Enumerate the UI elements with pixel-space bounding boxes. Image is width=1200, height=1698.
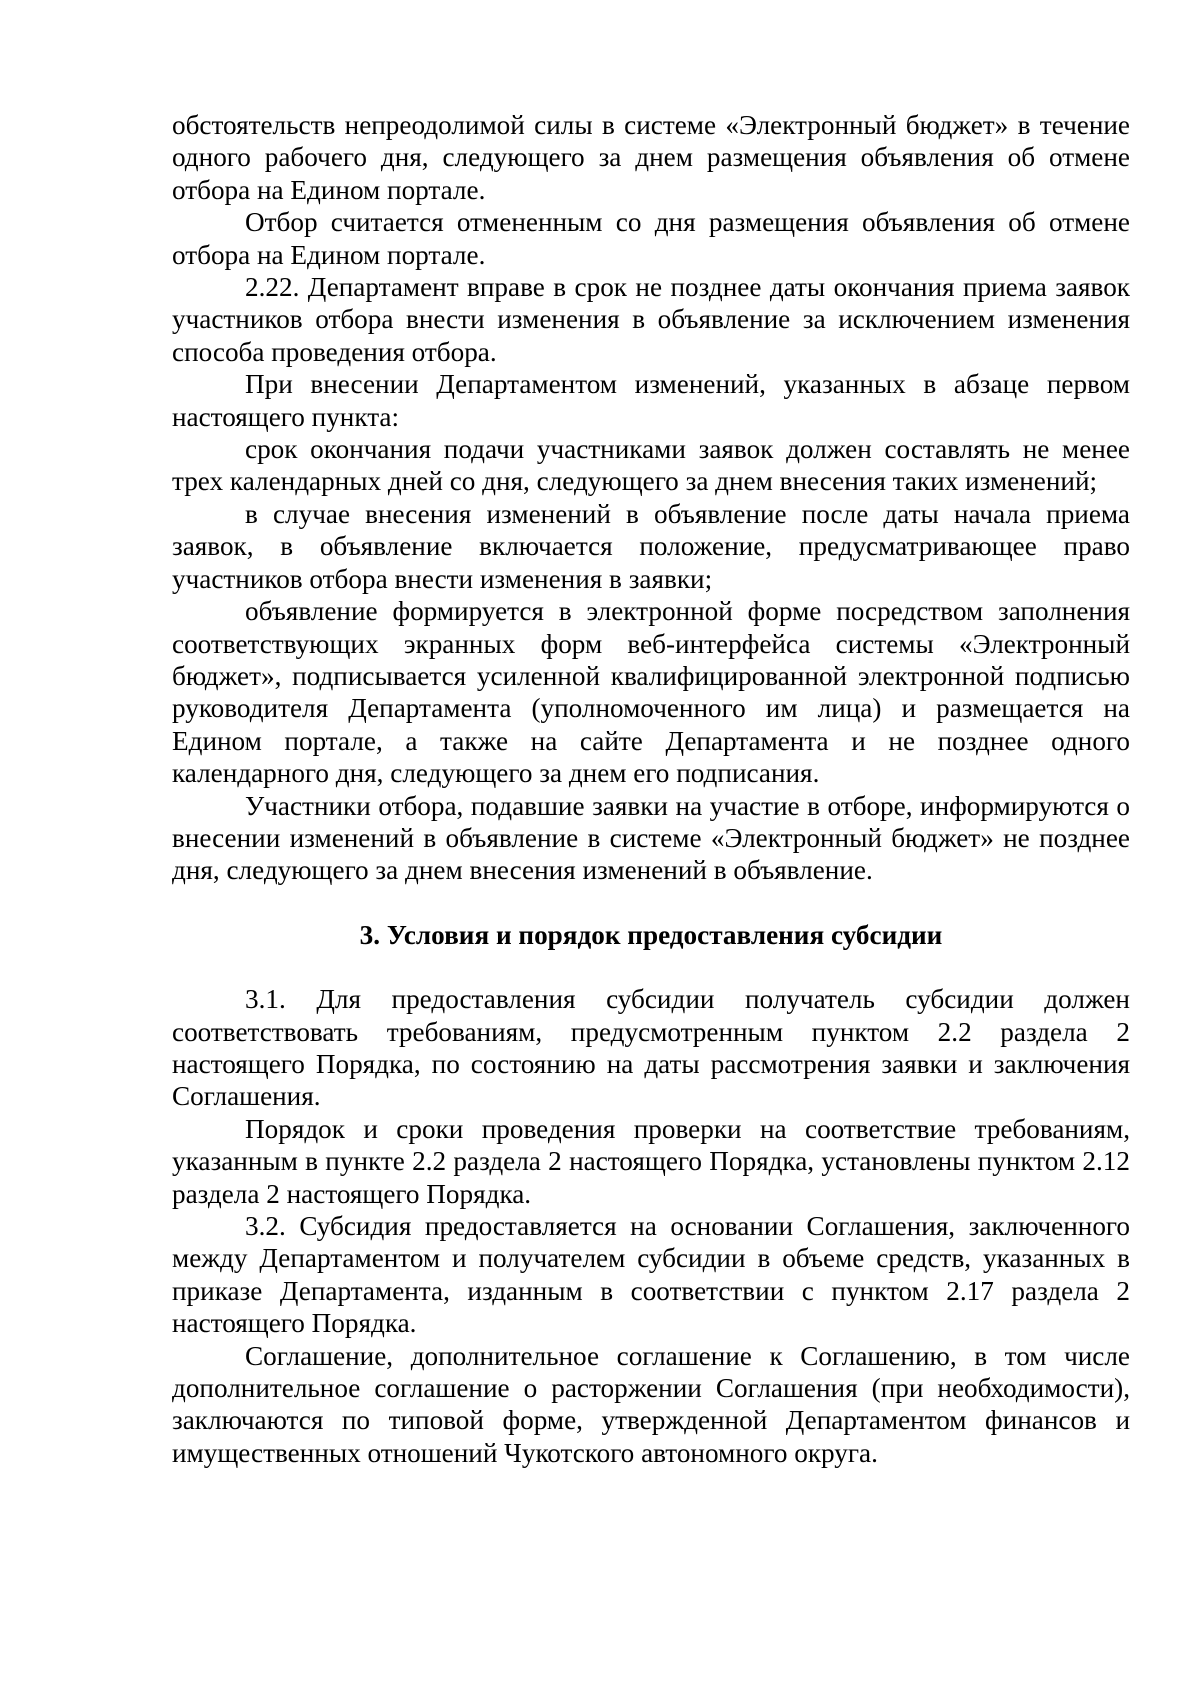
section-heading: 3. Условия и порядок предоставления субсидии: [359, 919, 943, 950]
paragraph: в случае внесения изменений в объявление после даты начала приема заявок, в объявление включается положение, предусматривающее право участников отбора внести изменения в заявки;: [172, 498, 1130, 594]
paragraph: срок окончания подачи участниками заявок должен составлять не менее трех календарных дней со дня, следующего за днем внесения таких изменений;: [172, 434, 1130, 497]
paragraph: Соглашение, дополнительное соглашение к Соглашению, в том числе дополнительное соглашение о расторжении Соглашения (при необходимости), заключаются по типовой форме, утвержденной Департаментом финансов и имущественных отношений Чукотского автономного округа.: [172, 1340, 1130, 1468]
paragraph: объявление формируется в электронной форме посредством заполнения соответствующих экранных форм веб-интерфейса системы «Электронный бюджет», подписывается усиленной квалифицированной электронной подписью руководителя Департамента (уполномоченного им лица) и размещается на Едином портале, а также на сайте Департамента и не позднее одного календарного дня, следующего за днем его подписания.: [172, 596, 1130, 789]
spacer: [172, 951, 1130, 983]
paragraph-2-22: 2.22. Департамент вправе в срок не позднее даты окончания приема заявок участников отбора внести изменения в объявление за исключением изменения способа проведения отбора.: [172, 272, 1130, 367]
paragraph-continuation: обстоятельств непреодолимой силы в системе «Электронный бюджет» в течение одного рабочего дня, следующего за днем размещения объявления об отмене отбора на Едином портале.: [172, 110, 1130, 205]
paragraph: При внесении Департаментом изменений, указанных в абзаце первом настоящего пункта:: [172, 369, 1130, 432]
paragraph: Отбор считается отмененным со дня размещения объявления об отмене отбора на Едином портале.: [172, 207, 1130, 270]
spacer: [172, 887, 1130, 919]
paragraph-3-1: 3.1. Для предоставления субсидии получатель субсидии должен соответствовать требованиям, предусмотренным пунктом 2.2 раздела 2 настоящего Порядка, по состоянию на даты рассмотрения заявки и заключения Соглашения.: [172, 984, 1130, 1112]
document-page: [172, 109, 1130, 1469]
paragraph: Порядок и сроки проведения проверки на соответствие требованиям, указанным в пункте 2.2 раздела 2 настоящего Порядка, установлены пунктом 2.12 раздела 2 настоящего Порядка.: [172, 1113, 1130, 1209]
paragraph: Участники отбора, подавшие заявки на участие в отборе, информируются о внесении изменений в объявление в системе «Электронный бюджет» не позднее дня, следующего за днем внесения изменений в объявление.: [172, 790, 1130, 886]
paragraph-3-2: 3.2. Субсидия предоставляется на основании Соглашения, заключенного между Департаментом и получателем субсидии в объеме средств, указанных в приказе Департамента, изданным в соответствии с пунктом 2.17 раздела 2 настоящего Порядка.: [172, 1211, 1130, 1339]
